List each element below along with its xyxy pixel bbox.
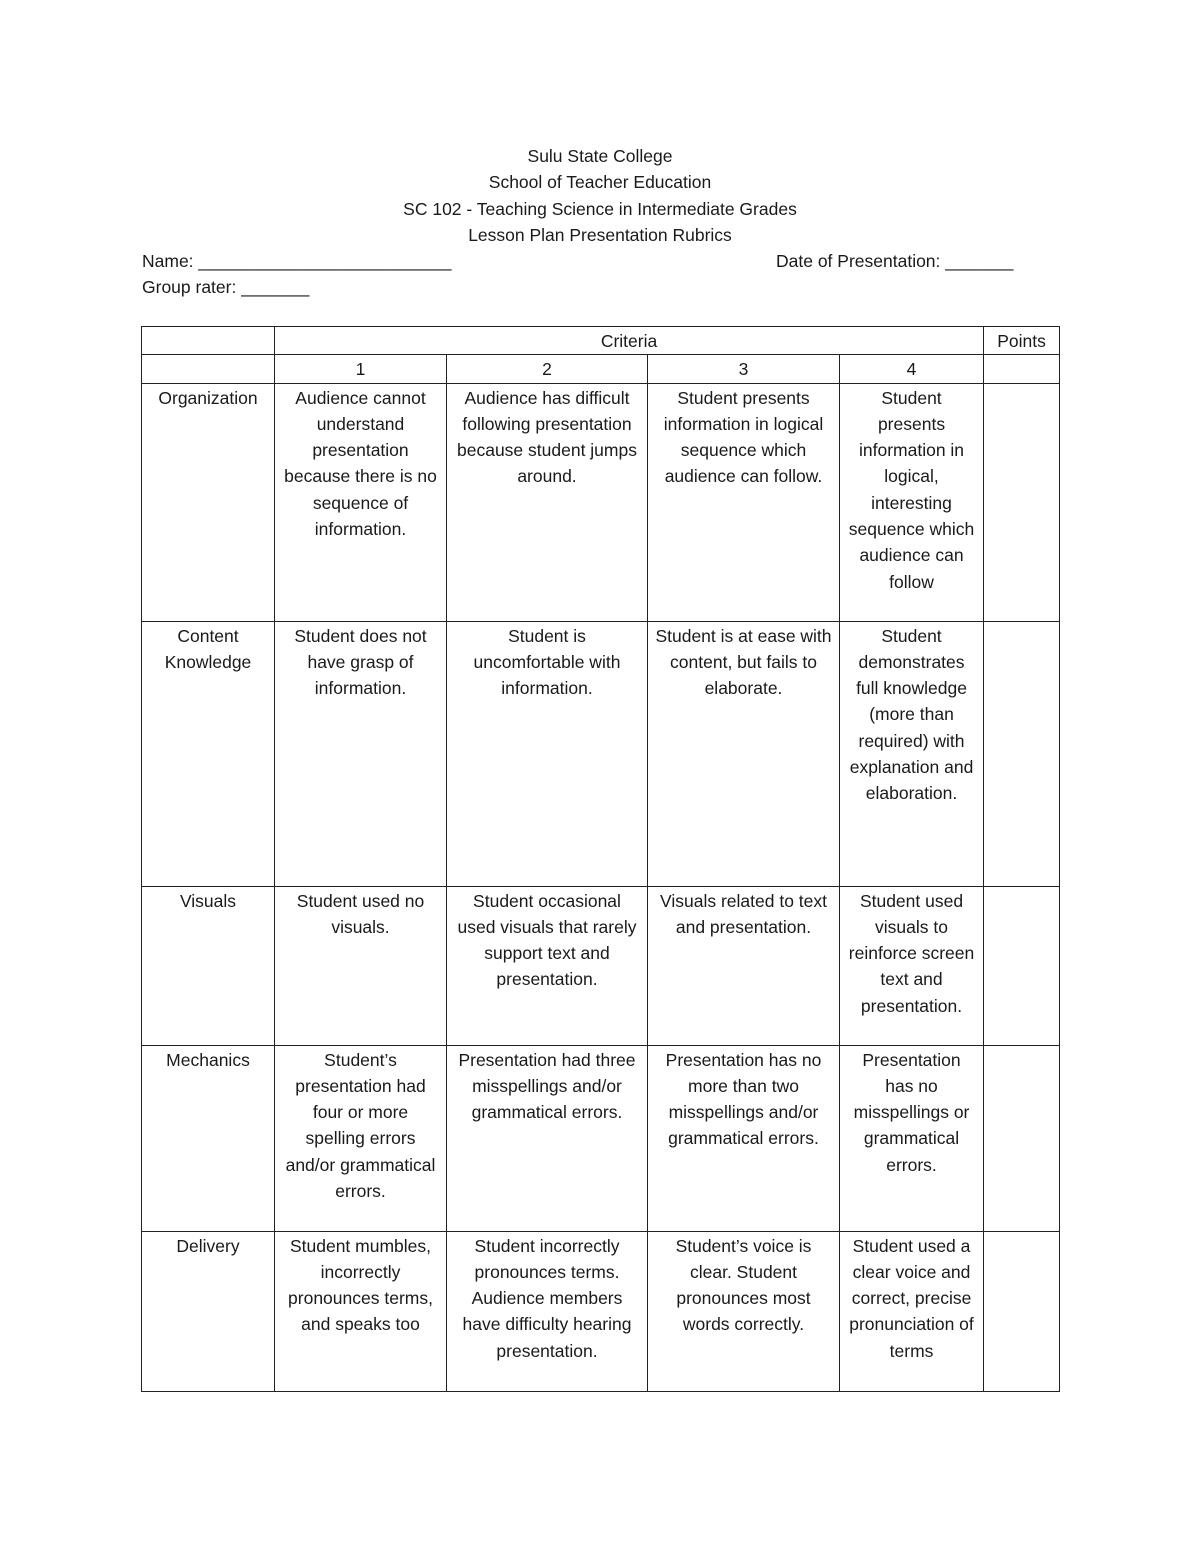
course-title: SC 102 - Teaching Science in Intermediate Grades <box>403 198 797 219</box>
levels-row <box>142 355 1060 383</box>
rubric-cell: Student used a clear voice and correct, precise pronunciation of terms <box>840 1231 984 1391</box>
points-cell[interactable] <box>984 621 1060 886</box>
criterion-label: Organization <box>142 383 275 621</box>
document-header <box>0 143 1200 248</box>
points-cell[interactable] <box>984 1045 1060 1231</box>
table-row-mechanics <box>142 1045 1060 1231</box>
points-level-blank <box>984 355 1060 383</box>
blank-header-cell <box>142 327 275 355</box>
criteria-header: Criteria <box>275 327 984 355</box>
rubric-cell: Student incorrectly pronounces terms. Audience members have difficulty hearing presentation. <box>447 1231 648 1391</box>
rubric-cell: Student is at ease with content, but fails to elaborate. <box>648 621 840 886</box>
rubric-cell: Student does not have grasp of information. <box>275 621 447 886</box>
table-header-row <box>142 327 1060 355</box>
rubric-cell: Student demonstrates full knowledge (more than required) with explanation and elaboration. <box>840 621 984 886</box>
rubric-cell: Student is uncomfortable with information. <box>447 621 648 886</box>
table-row-visuals <box>142 886 1060 1045</box>
date-of-presentation-field[interactable]: Date of Presentation: _______ <box>776 251 1014 271</box>
table-row-content-knowledge <box>142 621 1060 886</box>
rubric-cell: Student used visuals to reinforce screen text and presentation. <box>840 886 984 1045</box>
group-rater-field[interactable]: Group rater: _______ <box>142 277 310 297</box>
rubric-cell: Presentation has no misspellings or grammatical errors. <box>840 1045 984 1231</box>
rubric-cell: Student used no visuals. <box>275 886 447 1045</box>
rubric-cell: Student presents information in logical sequence which audience can follow. <box>648 383 840 621</box>
criterion-label: Mechanics <box>142 1045 275 1231</box>
points-cell[interactable] <box>984 383 1060 621</box>
document-title: Lesson Plan Presentation Rubrics <box>468 224 732 245</box>
institution-name: Sulu State College <box>527 146 673 166</box>
name-field[interactable]: Name: __________________________ <box>142 251 452 271</box>
points-header: Points <box>984 327 1060 355</box>
level-header-2: 2 <box>447 355 648 383</box>
points-cell[interactable] <box>984 886 1060 1045</box>
rubric-table <box>141 326 1060 1392</box>
rubric-cell: Student mumbles, incorrectly pronounces terms, and speaks too <box>275 1231 447 1391</box>
rubric-cell: Presentation had three misspellings and/or grammatical errors. <box>447 1045 648 1231</box>
points-cell[interactable] <box>984 1231 1060 1391</box>
rubric-cell: Audience cannot understand presentation because there is no sequence of information. <box>275 383 447 621</box>
rubric-cell: Student’s voice is clear. Student pronounces most words correctly. <box>648 1231 840 1391</box>
rubric-cell: Visuals related to text and presentation. <box>648 886 840 1045</box>
rubric-cell: Student’s presentation had four or more spelling errors and/or grammatical errors. <box>275 1045 447 1231</box>
criterion-label: Visuals <box>142 886 275 1045</box>
rubric-cell: Student occasional used visuals that rarely support text and presentation. <box>447 886 648 1045</box>
level-header-3: 3 <box>648 355 840 383</box>
table-row-organization <box>142 383 1060 621</box>
rubric-cell: Student presents information in logical, interesting sequence which audience can follow <box>840 383 984 621</box>
school-name: School of Teacher Education <box>488 172 712 193</box>
criterion-label: Content Knowledge <box>142 621 275 886</box>
criterion-label: Delivery <box>142 1231 275 1391</box>
rubric-cell: Audience has difficult following presentation because student jumps around. <box>447 383 648 621</box>
level-header-1: 1 <box>275 355 447 383</box>
blank-level-cell <box>142 355 275 383</box>
rubric-cell: Presentation has no more than two misspellings and/or grammatical errors. <box>648 1045 840 1231</box>
level-header-4: 4 <box>840 355 984 383</box>
table-row-delivery <box>142 1231 1060 1391</box>
